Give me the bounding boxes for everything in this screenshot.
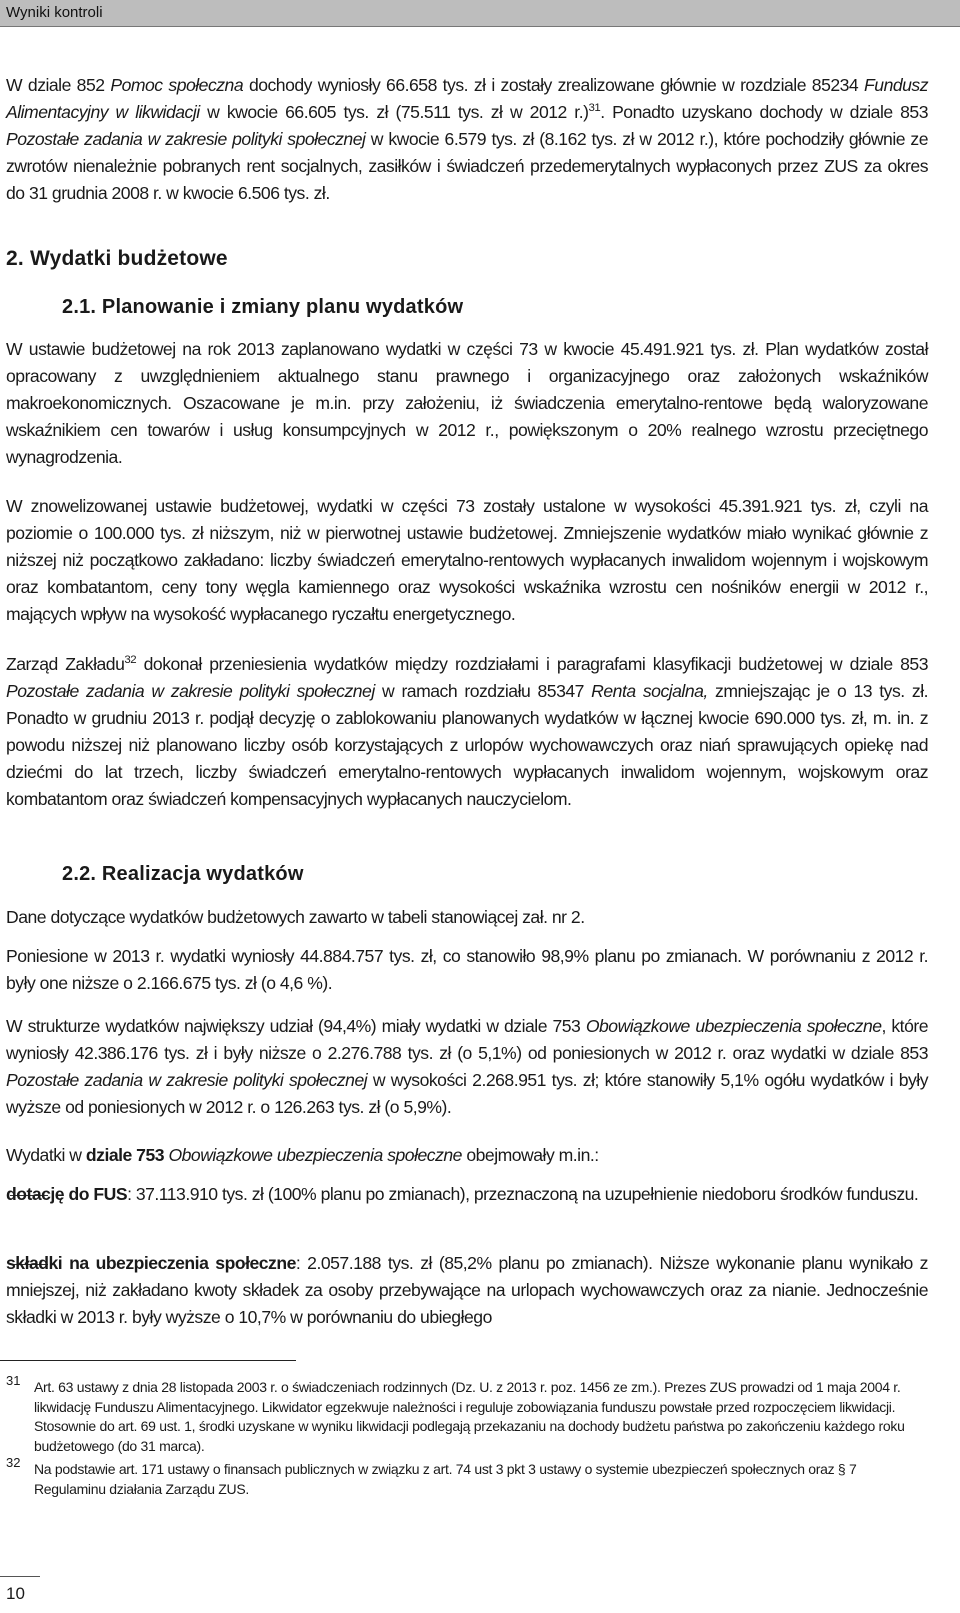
- paragraph-plan: W ustawie budżetowej na rok 2013 zaplanowano wydatki w części 73 w kwocie 45.491.921 tys. zł. Plan wydatków został opracowany z uwzględnieniem aktualnego stanu prawnego i organizacyjnego oraz założonych wskaźników makroekonomicznych. Oszacowane je m.in. przy założeniu, iż świadczenia emerytalno-rentowe będą waloryzowane wskaźnikiem cen towarów i usług konsumpcyjnych w 2012 r., powiększonym o 20% realnego wzrostu przeciętnego wynagrodzenia.: [6, 339, 928, 467]
- subsection-heading-execution: 2.2. Realizacja wydatków: [62, 863, 304, 885]
- paragraph-total-expenses: Poniesione w 2013 r. wydatki wyniosły 44.884.757 tys. zł, co stanowiło 98,9% planu po zmianach. W porównaniu z 2012 r. były one niższe o 2.166.675 tys. zł (o 4,6 %).: [6, 946, 928, 993]
- footnote-ref-31[interactable]: 31: [588, 102, 601, 115]
- header-title: Wyniki kontroli: [6, 4, 103, 21]
- footnote-number-32: 32: [6, 1455, 21, 1470]
- section-heading: 2. Wydatki budżetowe: [6, 247, 228, 270]
- paragraph-dept-753: Wydatki w dziale 753 Obowiązkowe ubezpieczenia społeczne obejmowały m.in.:: [6, 1145, 599, 1165]
- page-number: 10: [6, 1584, 25, 1604]
- paragraph-data-source: Dane dotyczące wydatków budżetowych zawarto w tabeli stanowiącej zał. nr 2.: [6, 907, 585, 927]
- running-header: [0, 0, 960, 26]
- bullet-fus-grant: dotację do FUS: 37.113.910 tys. zł (100% planu po zmianach), przeznaczoną na uzupełnienie niedoboru środków funduszu.: [6, 1184, 919, 1204]
- footnote-number-31: 31: [6, 1373, 21, 1388]
- bullet-social-contributions: składki na ubezpieczenia społeczne: 2.057.188 tys. zł (85,2% planu po zmianach). Niższe wykonanie planu wynikało z mniejszej, niż zakładano kwoty składek za osoby przebywające na urlopach wychowawczych oraz za nianie. Jednocześnie składki w 2013 r. były wyższe o 10,7% w porównaniu do ubiegłego: [6, 1253, 928, 1327]
- paragraph-structure: W strukturze wydatków największy udział (94,4%) miały wydatki w dziale 753 Obowiązkowe ubezpieczenia społeczne, które wyniosły 42.386.176 tys. zł i były niższe o 2.276.788 tys. zł (o 5,1%) od poniesionych w 2012 r. oraz wydatki w dziale 853 Pozostałe zadania w zakresie polityki społecznej w wysokości 2.268.951 tys. zł; które stanowiły 5,1% ogółu wydatków i były wyższe od poniesionych w 2012 r. o 126.263 tys. zł (o 5,9%).: [6, 1016, 929, 1117]
- footnote-separator: [0, 1360, 296, 1361]
- paragraph-amended-budget: W znowelizowanej ustawie budżetowej, wydatki w części 73 zostały ustalone w wysokości 45.391.921 tys. zł, czyli na poziomie o 100.000 tys. zł niższym, niż w pierwotnej ustawie budżetowej. Zmniejszenie wydatków miało wynikać głównie z niższej niż początkowo zakładano: liczby świadczeń emerytalno-rentowych wypłacanych inwalidom wojennym i wojskowym oraz kombatantom, ceny tony węgla kamiennego oraz wysokości wskaźnika wzrostu cen nośników energii w 2012 r., mających wpływ na wysokość wypłacanego ryczałtu energetycznego.: [6, 496, 928, 624]
- paragraph-board-transfers: Zarząd Zakładu$^{32}$ dokonał przeniesienia wydatków między rozdziałami i paragrafami klasyfikacji budżetowej w dziale 853 Pozostałe zadania w zakresie polityki społecznej w ramach rozdziału 85347 Renta socjalna, zmniejszając je o 13 tys. zł. Ponadto w grudniu 2013 r. podjął decyzję o zablokowaniu planowanych wydatków w łącznej kwocie 690.000 tys. zł, m. in. z powodu niższej niż planowano liczby osób korzystających z urlopów wychowawczych oraz niań sprawujących opiekę nad dziećmi do lat trzech, liczby świadczeń emerytalno-rentowych wypłacanych inwalidom wojennym, wojskowym oraz kombatantom oraz świadczeń kompensacyjnych wypłacanych nauczycielom.: [6, 654, 928, 809]
- footnote-ref-32[interactable]: 32: [124, 654, 137, 667]
- paragraph-income: W dziale 852 Pomoc społeczna dochody wyniosły 66.658 tys. zł i zostały zrealizowane głównie w rozdziale 85234 Fundusz Alimentacyjny w likwidacji w kwocie 66.605 tys. zł (75.511 tys. zł w 2012 r.)$^{31}$. Ponadto uzyskano dochody w dziale 853 Pozostałe zadania w zakresie polityki społecznej w kwocie 6.579 tys. zł (8.162 tys. zł w 2012 r.), które pochodziły głównie ze zwrotów nienależnie pobranych rent socjalnych, zasiłków i świadczeń przedemerytalnych wypłaconych przez ZUS za okres do 31 grudnia 2008 r. w kwocie 6.506 tys. zł.: [6, 75, 929, 203]
- footnote-32: Na podstawie art. 171 ustawy o finansach publicznych w związku z art. 74 ust 3 pkt 3 ustawy o systemie ubezpieczeń społecznych oraz § 7 Regulaminu działania Zarządu ZUS.: [34, 1461, 857, 1497]
- subsection-heading-planning: 2.1. Planowanie i zmiany planu wydatków: [62, 296, 464, 318]
- footnote-31: Art. 63 ustawy z dnia 28 listopada 2003 r. o świadczeniach rodzinnych (Dz. U. z 2013 r. poz. 1456 ze zm.). Prezes ZUS prowadzi od 1 maja 2004 r. likwidację Funduszu Alimentacyjnego. Likwidator egzekwuje należności i reguluje zobowiązania funduszu powstałe przed rozpoczęciem likwidacji. Stosownie do art. 69 ust. 1, środki uzyskane w wyniku likwidacji podlegają przekazaniu na dochody budżetu państwa po zakończeniu każdego roku budżetowego (do 31 marca).: [34, 1379, 905, 1454]
